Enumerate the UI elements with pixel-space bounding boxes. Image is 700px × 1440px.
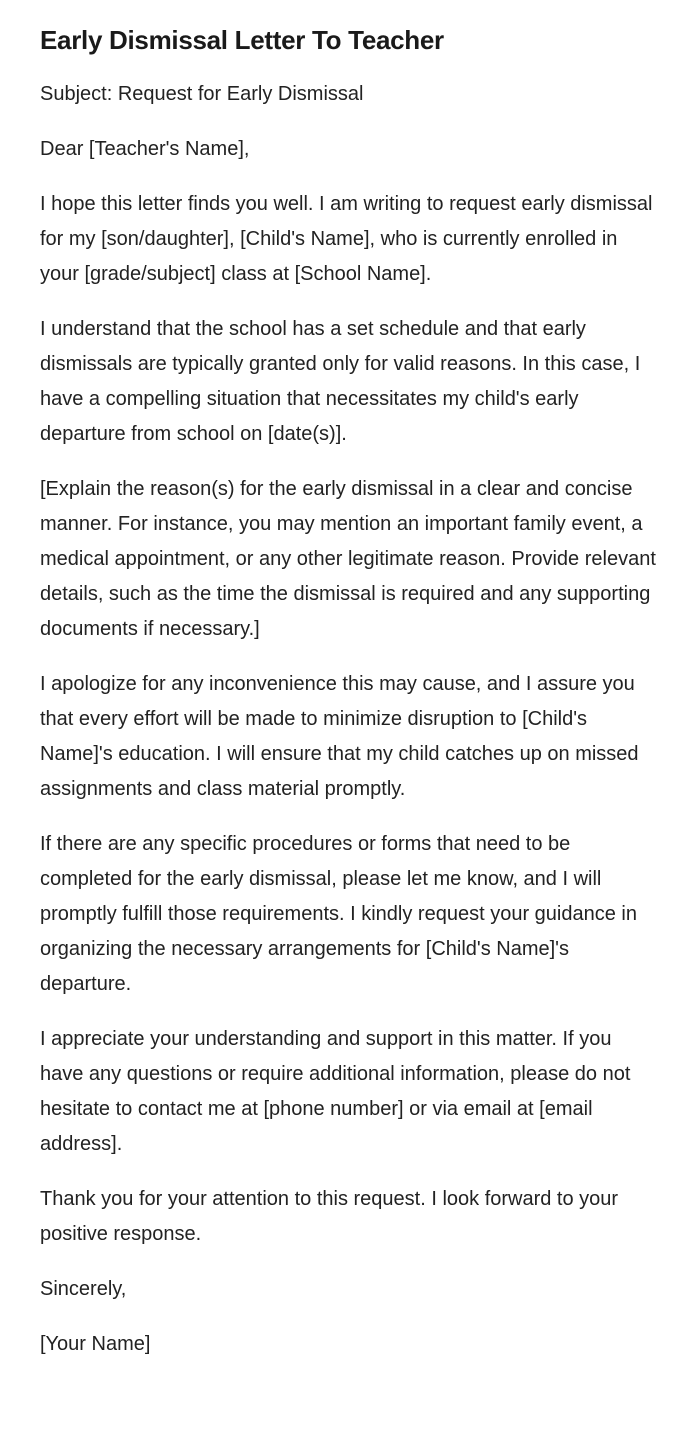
letter-paragraph-thanks: Thank you for your attention to this request. I look forward to your positive response. <box>40 1188 619 1245</box>
letter-signature: [Your Name] <box>40 1333 151 1355</box>
letter-paragraph-context: I understand that the school has a set schedule and that early dismissals are typically granted only for valid reasons. In this case, I have a compelling situation that necessitates my child's early departure from school on [date(s)]. <box>40 318 641 445</box>
letter-paragraph-reason: [Explain the reason(s) for the early dismissal in a clear and concise manner. For instance, you may mention an important family event, a medical appointment, or any other legitimate reason. Provide relevant details, such as the time the dismissal is required and any supporting documents if necessary.] <box>40 478 656 640</box>
letter-salutation: Dear [Teacher's Name], <box>40 138 250 160</box>
letter-subject: Subject: Request for Early Dismissal <box>40 83 364 105</box>
letter-paragraph-intro: I hope this letter finds you well. I am writing to request early dismissal for my [son/daughter], [Child's Name], who is currently enrolled in your [grade/subject] class at [School Name]. <box>40 193 653 285</box>
letter-paragraph-procedures: If there are any specific procedures or forms that need to be completed for the early dismissal, please let me know, and I will promptly fulfill those requirements. I kindly request your guidance in organizing the necessary arrangements for [Child's Name]'s departure. <box>40 833 637 995</box>
letter-closing: Sincerely, <box>40 1278 127 1300</box>
letter-paragraph-contact: I appreciate your understanding and support in this matter. If you have any questions or require additional information, please do not hesitate to contact me at [phone number] or via email at [email address]. <box>40 1028 631 1155</box>
letter-title: Early Dismissal Letter To Teacher <box>40 25 444 55</box>
letter-paragraph-apology: I apologize for any inconvenience this may cause, and I assure you that every effort will be made to minimize disruption to [Child's Name]'s education. I will ensure that my child catches up on missed assignments and class material promptly. <box>40 673 639 800</box>
